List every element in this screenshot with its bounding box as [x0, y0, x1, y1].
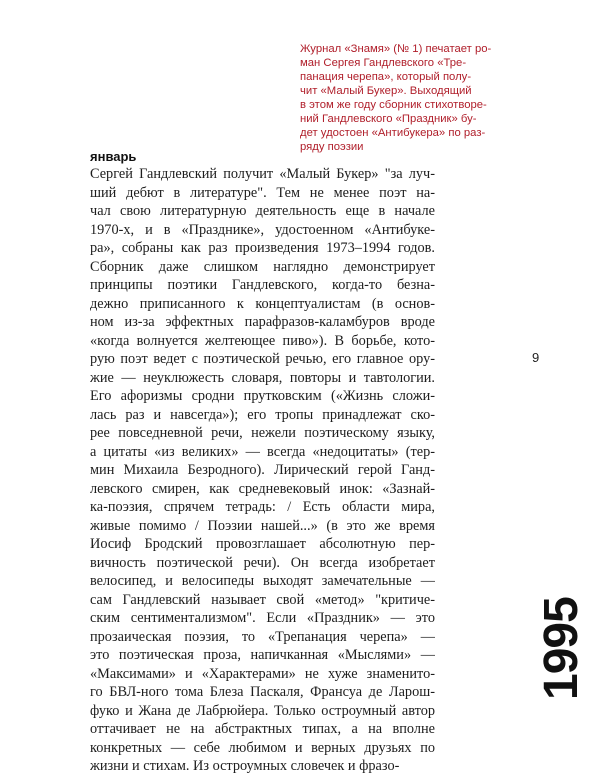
year-label: 1995 [535, 597, 588, 700]
sidebar-note-line: ряду поэзии [300, 141, 364, 153]
body-line: Его афоризмы сродни прутковским («Жизнь сложи- [90, 388, 435, 404]
body-line: прозаическая поэзия, то «Трепанация черепа» — [90, 628, 435, 645]
body-line: чал свою литературную деятельность еще в начале [90, 203, 435, 219]
body-line: ским сентиментализмом". Если «Праздник» — это [90, 610, 435, 626]
sidebar-note [300, 42, 560, 154]
body-line: принципы поэтики Гандлевского, когда-то безна- [90, 277, 435, 293]
body-line: живые помимо / Поэзии нашей...» (в это же время [90, 517, 435, 534]
body-line: лась раз и навсегда»); его тропы принадлежат ско- [90, 406, 435, 423]
body-line: Сергей Гандлевский получит «Малый Букер» "за луч- [90, 166, 435, 182]
body-line: вичность поэтической речи). Он всегда изобретает [90, 554, 435, 571]
sidebar-note-line: ман Сергея Гандлевского «Тре- [300, 57, 467, 69]
page-number: 9 [532, 350, 540, 365]
body-line: Иосиф Бродский провозглашает абсолютную пер- [90, 536, 435, 552]
body-text [90, 165, 435, 776]
body-line: это поэтическая проза, напичканная «Мыслями» — [90, 647, 435, 663]
body-line: ра», собраны как раз произведения 1973–1994 годов. [90, 240, 435, 256]
sidebar-note-line: чит «Малый Букер». Выходящий [300, 85, 472, 97]
body-line: го БВЛ-ного тома Блеза Паскаля, Франсуа де Ларош- [90, 684, 435, 700]
sidebar-note-line: Журнал «Знамя» (№ 1) печатает ро- [300, 43, 492, 55]
body-line: жие — неуклюжесть словаря, повторы и тавтологии. [90, 369, 435, 386]
body-line: конкретных — себе любимом и верных друзьях по [90, 739, 435, 756]
body-line: оттачивает не на абстрактных типах, а на вполне [90, 721, 435, 737]
body-line: ном из-за эффектных парафразов-каламбуров вроде [90, 314, 435, 330]
sidebar-note-line: в этом же году сборник стихотворе- [300, 99, 487, 111]
body-line: 1970-х, и в «Празднике», удостоенном «Антибуке- [90, 221, 435, 238]
body-line: фуко и Жана де Лабрюйера. Только остроумный автор [90, 702, 435, 719]
body-line: ка-поэзия, спрячем тетрадь: / Есть области мира, [90, 499, 435, 515]
body-line: левского смирен, как средневековый инок: «Зазнай- [90, 480, 435, 497]
body-line: сам Гандлевский называет свой «метод» "критиче- [90, 591, 435, 608]
body-line: дежно приписанного к концептуалистам (в основ- [90, 295, 435, 312]
body-line: а цитаты «из великих» — всегда «недоцитаты» (тер- [90, 443, 435, 460]
body-line: велосипед, и велосипеды выходят замечательные — [90, 573, 435, 589]
month-heading: январь [90, 149, 137, 164]
sidebar-note-line: панация черепа», который полу- [300, 71, 472, 83]
body-line: ший дебют в литературе". Тем не менее поэт на- [90, 184, 435, 201]
body-line: «Максимами» и «Характерами» не хуже знаменито- [90, 665, 435, 682]
body-line: Сборник даже слишком наглядно демонстрирует [90, 258, 435, 275]
sidebar-note-line: ний Гандлевского «Праздник» бу- [300, 113, 477, 125]
body-line: «когда волнуется желтеющее пиво»). В борьбе, кото- [90, 332, 435, 349]
body-line: рее повседневной речи, нежели поэтическому языку, [90, 425, 435, 441]
body-line: мин Михаила Безродного). Лирический герой Ганд- [90, 462, 435, 478]
body-line: жизни и стихам. Из остроумных словечек и фразо- [90, 758, 400, 774]
body-line: рую поэт ведет с поэтической речью, его главное ору- [90, 351, 435, 367]
sidebar-note-line: дет удостоен «Антибукера» по раз- [300, 127, 486, 139]
